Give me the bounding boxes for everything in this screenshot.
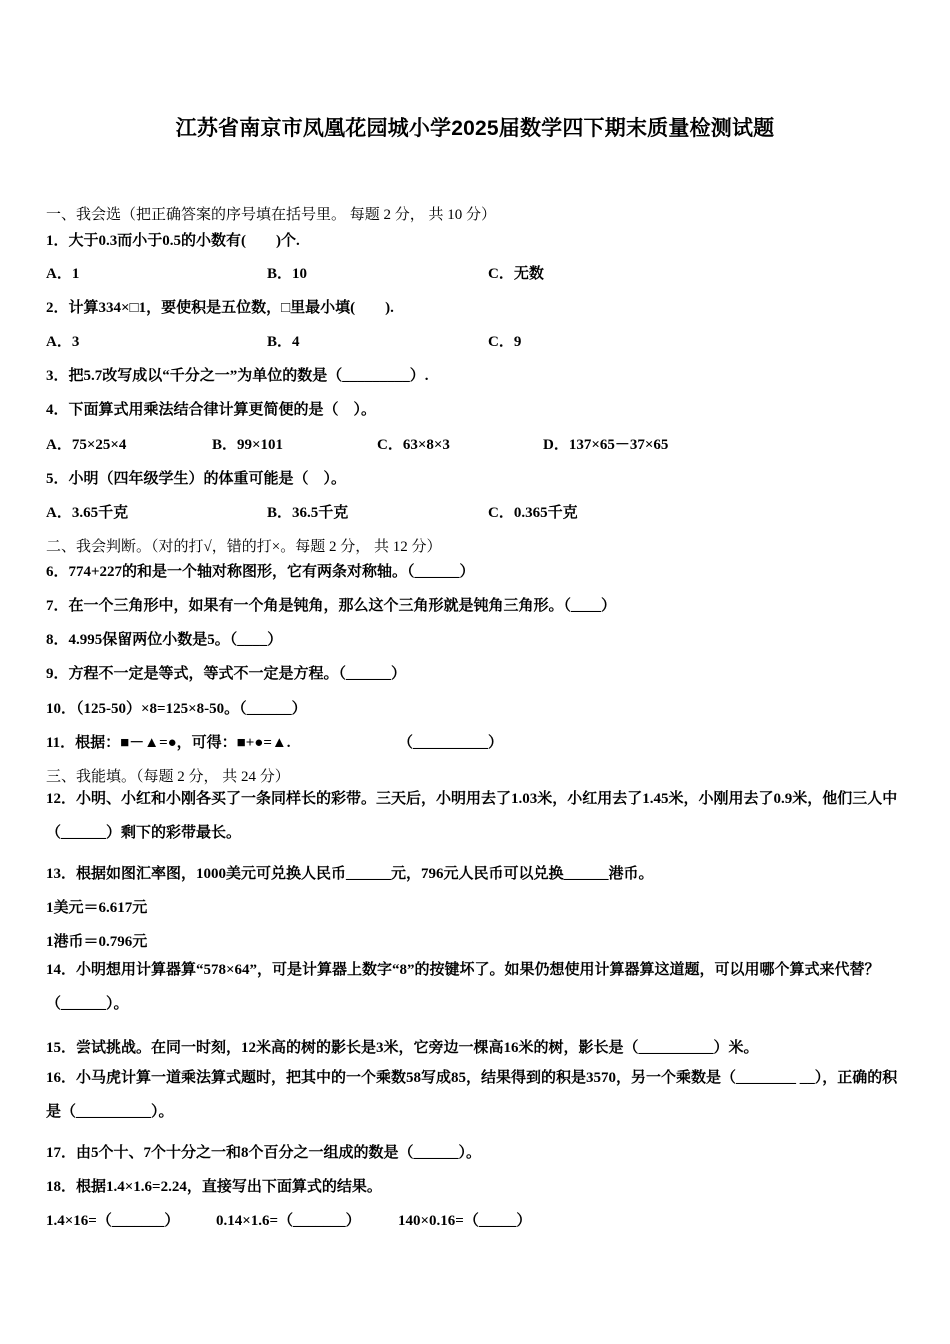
question-16: 16．小马虎计算一道乘法算式题时，把其中的一个乘数58写成85，结果得到的积是3570，另一个乘数是（________ __），正确的积是（__________）。 bbox=[46, 1070, 898, 1120]
section-1-heading: 一、我会选（把正确答案的序号填在括号里。 每题 2 分， 共 10 分） bbox=[46, 207, 497, 223]
q13-rate-hkd: 1港币＝0.796元 bbox=[46, 934, 148, 950]
question-11: 11．根据：■－▲=●，可得：■+●=▲. bbox=[46, 735, 291, 751]
q5-option-c: C．0.365千克 bbox=[488, 505, 578, 521]
q2-option-b: B．4 bbox=[267, 334, 300, 350]
question-7: 7．在一个三角形中，如果有一个角是钝角，那么这个三角形就是钝角三角形。（____） bbox=[46, 598, 617, 614]
question-2: 2．计算334×□1，要使积是五位数，□里最小填( ). bbox=[46, 300, 394, 316]
q2-option-a: A．3 bbox=[46, 334, 80, 350]
question-9: 9．方程不一定是等式，等式不一定是方程。（______） bbox=[46, 666, 407, 682]
question-1: 1．大于0.3而小于0.5的小数有( )个. bbox=[46, 233, 300, 249]
q4-option-b: B．99×101 bbox=[212, 437, 284, 453]
q1-option-a: A．1 bbox=[46, 266, 80, 282]
question-18: 18．根据1.4×1.6=2.24，直接写出下面算式的结果。 bbox=[46, 1179, 382, 1195]
q1-option-c: C．无数 bbox=[488, 266, 544, 282]
question-3: 3．把5.7改写成以“千分之一”为单位的数是（_________）. bbox=[46, 368, 429, 384]
q4-option-a: A．75×25×4 bbox=[46, 437, 127, 453]
q4-option-c: C．63×8×3 bbox=[377, 437, 450, 453]
section-2-heading: 二、我会判断。（对的打√，错的打×。每题 2 分， 共 12 分） bbox=[46, 539, 442, 555]
question-6: 6．774+227的和是一个轴对称图形，它有两条对称轴。（______） bbox=[46, 564, 475, 580]
q13-rate-usd: 1美元＝6.617元 bbox=[46, 900, 148, 916]
question-11-blank: （__________） bbox=[398, 735, 504, 751]
q4-option-d: D．137×65－37×65 bbox=[543, 437, 669, 453]
q18-item-1: 1.4×16=（_______） bbox=[46, 1213, 180, 1229]
section-3-heading: 三、我能填。（每题 2 分， 共 24 分） bbox=[46, 769, 290, 785]
q18-item-3: 140×0.16=（_____） bbox=[398, 1213, 532, 1229]
question-15: 15．尝试挑战。在同一时刻，12米高的树的影长是3米，它旁边一棵高16米的树，影长是（__________）米。 bbox=[46, 1040, 759, 1056]
question-14: 14．小明想用计算器算“578×64”，可是计算器上数字“8”的按键坏了。如果仍想使用计算器算这道题，可以用哪个算式来代替？（______）。 bbox=[46, 962, 880, 1012]
question-5: 5．小明（四年级学生）的体重可能是（ ）。 bbox=[46, 471, 347, 487]
question-8: 8．4.995保留两位小数是5。（____） bbox=[46, 632, 283, 648]
q18-item-2: 0.14×1.6=（_______） bbox=[216, 1213, 361, 1229]
q5-option-a: A．3.65千克 bbox=[46, 505, 129, 521]
question-4: 4．下面算式用乘法结合律计算更简便的是（ ）。 bbox=[46, 402, 377, 418]
q2-option-c: C．9 bbox=[488, 334, 522, 350]
q5-option-b: B．36.5千克 bbox=[267, 505, 349, 521]
question-17: 17．由5个十、7个十分之一和8个百分之一组成的数是（______）。 bbox=[46, 1145, 482, 1161]
q1-option-b: B．10 bbox=[267, 266, 308, 282]
page-title: 江苏省南京市凤凰花园城小学2025届数学四下期末质量检测试题 bbox=[175, 117, 775, 140]
question-13: 13．根据如图汇率图，1000美元可兑换人民币______元，796元人民币可以兑换______港币。 bbox=[46, 866, 654, 882]
question-12: 12．小明、小红和小刚各买了一条同样长的彩带。三天后，小明用去了1.03米，小红用去了1.45米，小刚用去了0.9米，他们三人中（______）剩下的彩带最长。 bbox=[46, 791, 898, 841]
question-10: 10．（125-50）×8=125×8-50。（______） bbox=[46, 701, 307, 717]
